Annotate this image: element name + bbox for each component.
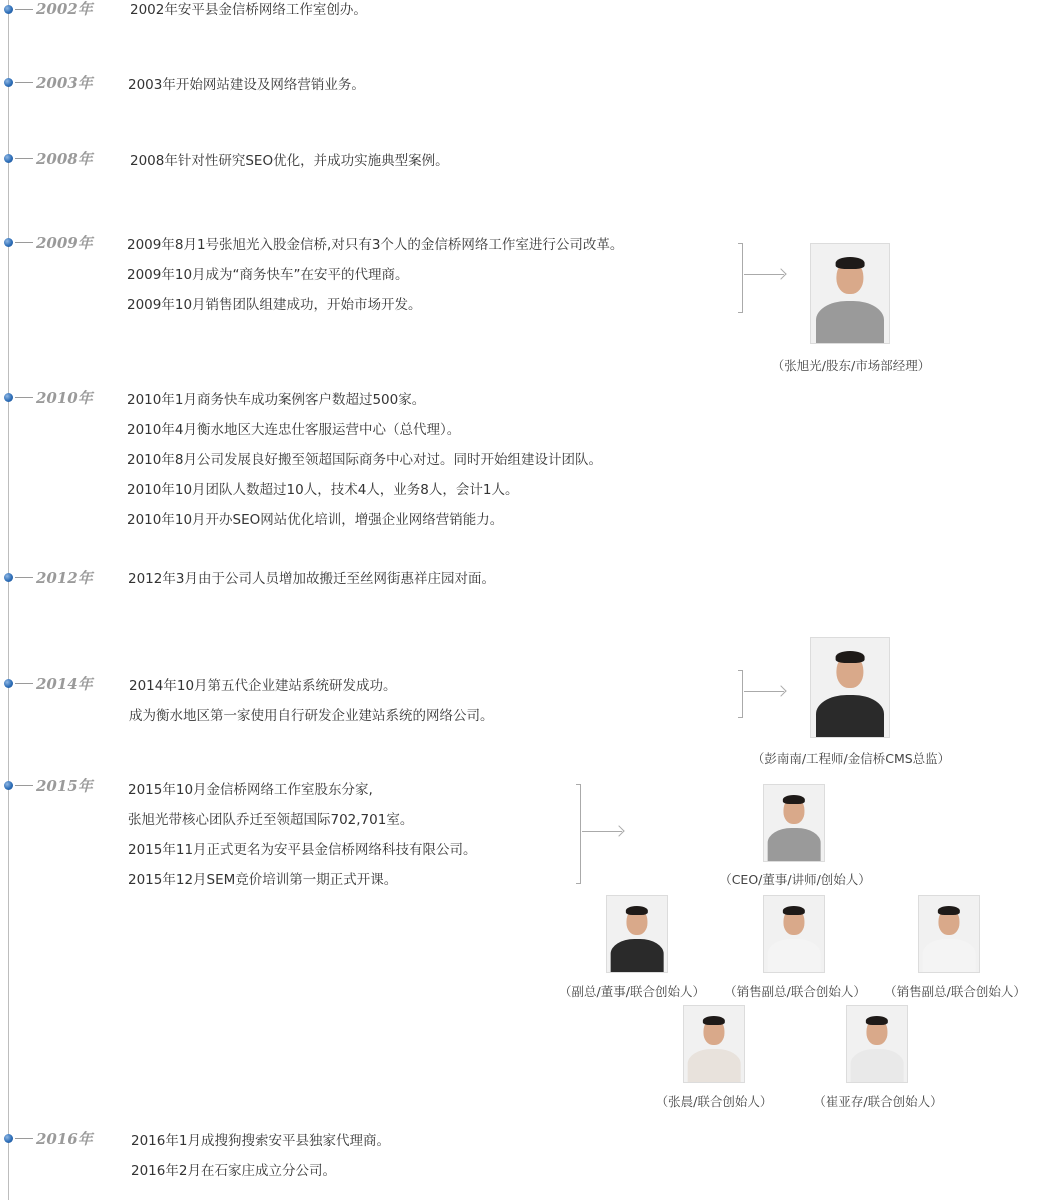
timeline-dot xyxy=(4,781,13,790)
timeline-connector xyxy=(15,82,33,83)
year-label: 2009年 xyxy=(36,234,93,252)
person-hair xyxy=(938,906,960,915)
event-line: 2009年8月1号张旭光入股金信桥,对只有3个人的金信桥网络工作室进行公司改革。 xyxy=(127,237,624,253)
event-line: 2009年10月销售团队组建成功，开始市场开发。 xyxy=(127,297,422,313)
person-photo xyxy=(763,895,825,973)
event-line: 2010年4月衡水地区大连忠仕客服运营中心（总代理）。 xyxy=(127,422,461,438)
timeline-connector xyxy=(15,1138,33,1139)
bracket-2009 xyxy=(738,243,743,313)
event-line: 2015年12月SEM竞价培训第一期正式开课。 xyxy=(128,872,398,888)
person-caption: （张旭光/股东/市场部经理） xyxy=(771,358,931,373)
year-label: 2002年 xyxy=(36,0,93,18)
person-caption: （崔亚存/联合创始人） xyxy=(813,1094,943,1109)
event-line: 2010年8月公司发展良好搬至领超国际商务中心对过。同时开始组建设计团队。 xyxy=(127,452,602,468)
timeline-dot xyxy=(4,573,13,582)
event-line: 2002年安平县金信桥网络工作室创办。 xyxy=(130,2,367,18)
timeline-dot xyxy=(4,154,13,163)
person-hair xyxy=(626,906,648,915)
person-caption: （销售副总/联合创始人） xyxy=(724,984,866,999)
year-label: 2015年 xyxy=(36,777,93,795)
event-line: 张旭光带核心团队乔迁至领超国际702,701室。 xyxy=(128,812,414,828)
person-caption: （副总/董事/联合创始人） xyxy=(559,984,705,999)
timeline-dot xyxy=(4,393,13,402)
person-body xyxy=(611,939,664,972)
person-body xyxy=(923,939,976,972)
event-line: 成为衡水地区第一家使用自行研发企业建站系统的网络公司。 xyxy=(129,708,494,724)
person-caption: （彭南南/工程师/金信桥CMS总监） xyxy=(751,751,951,766)
year-events xyxy=(131,1126,390,1186)
person-photo xyxy=(810,637,890,738)
arrow-2009 xyxy=(744,274,784,275)
event-line: 2016年1月成搜狗搜索安平县独家代理商。 xyxy=(131,1133,390,1149)
timeline-dot xyxy=(4,5,13,14)
year-label: 2016年 xyxy=(36,1130,93,1148)
event-line: 2015年11月正式更名为安平县金信桥网络科技有限公司。 xyxy=(128,842,477,858)
person-hair xyxy=(836,257,865,269)
event-line: 2010年10月团队人数超过10人，技术4人，业务8人，会计1人。 xyxy=(127,482,519,498)
person-body xyxy=(768,939,821,972)
person-photo xyxy=(918,895,980,973)
timeline-dot xyxy=(4,1134,13,1143)
year-label: 2008年 xyxy=(36,150,93,168)
person-photo xyxy=(763,784,825,862)
person-body xyxy=(768,828,821,861)
event-line: 2008年针对性研究SEO优化，并成功实施典型案例。 xyxy=(130,153,449,169)
year-events xyxy=(128,775,477,895)
year-label: 2014年 xyxy=(36,675,93,693)
person-hair xyxy=(783,906,805,915)
arrow-2015 xyxy=(582,831,622,832)
person-photo xyxy=(810,243,890,344)
bracket-2015 xyxy=(576,784,581,884)
timeline-connector xyxy=(15,683,33,684)
event-line: 2012年3月由于公司人员增加故搬迁至丝网街惠祥庄园对面。 xyxy=(128,571,495,587)
timeline-connector xyxy=(15,158,33,159)
arrow-2014 xyxy=(744,691,784,692)
event-line: 2014年10月第五代企业建站系统研发成功。 xyxy=(129,678,397,694)
event-line: 2010年1月商务快车成功案例客户数超过500家。 xyxy=(127,392,426,408)
person-photo xyxy=(846,1005,908,1083)
year-events xyxy=(130,0,367,25)
timeline-connector xyxy=(15,242,33,243)
person-photo xyxy=(683,1005,745,1083)
bracket-2014 xyxy=(738,670,743,718)
person-body xyxy=(816,695,884,737)
person-body xyxy=(851,1049,904,1082)
year-label: 2010年 xyxy=(36,389,93,407)
event-line: 2003年开始网站建设及网络营销业务。 xyxy=(128,77,365,93)
year-label: 2012年 xyxy=(36,569,93,587)
year-label: 2003年 xyxy=(36,74,93,92)
timeline-connector xyxy=(15,397,33,398)
timeline-axis xyxy=(8,0,9,1200)
event-line: 2009年10月成为“商务快车”在安平的代理商。 xyxy=(127,267,409,283)
person-body xyxy=(688,1049,741,1082)
person-caption: （CEO/董事/讲师/创始人） xyxy=(719,872,871,887)
person-body xyxy=(816,301,884,343)
person-caption: （张晨/联合创始人） xyxy=(655,1094,773,1109)
year-events xyxy=(128,70,365,100)
timeline-connector xyxy=(15,9,33,10)
timeline-dot xyxy=(4,78,13,87)
person-caption: （销售副总/联合创始人） xyxy=(884,984,1026,999)
person-hair xyxy=(836,651,865,663)
person-photo xyxy=(606,895,668,973)
year-events xyxy=(130,146,449,176)
event-line: 2015年10月金信桥网络工作室股东分家, xyxy=(128,782,373,798)
timeline-connector xyxy=(15,577,33,578)
timeline-connector xyxy=(15,785,33,786)
person-hair xyxy=(703,1016,725,1025)
person-hair xyxy=(783,795,805,804)
timeline-dot xyxy=(4,679,13,688)
year-events xyxy=(128,564,495,594)
event-line: 2016年2月在石家庄成立分公司。 xyxy=(131,1163,336,1179)
event-line: 2010年10月开办SEO网站优化培训，增强企业网络营销能力。 xyxy=(127,512,504,528)
year-events xyxy=(129,671,494,731)
year-events xyxy=(127,385,602,535)
person-hair xyxy=(866,1016,888,1025)
timeline-dot xyxy=(4,238,13,247)
year-events xyxy=(127,230,623,320)
